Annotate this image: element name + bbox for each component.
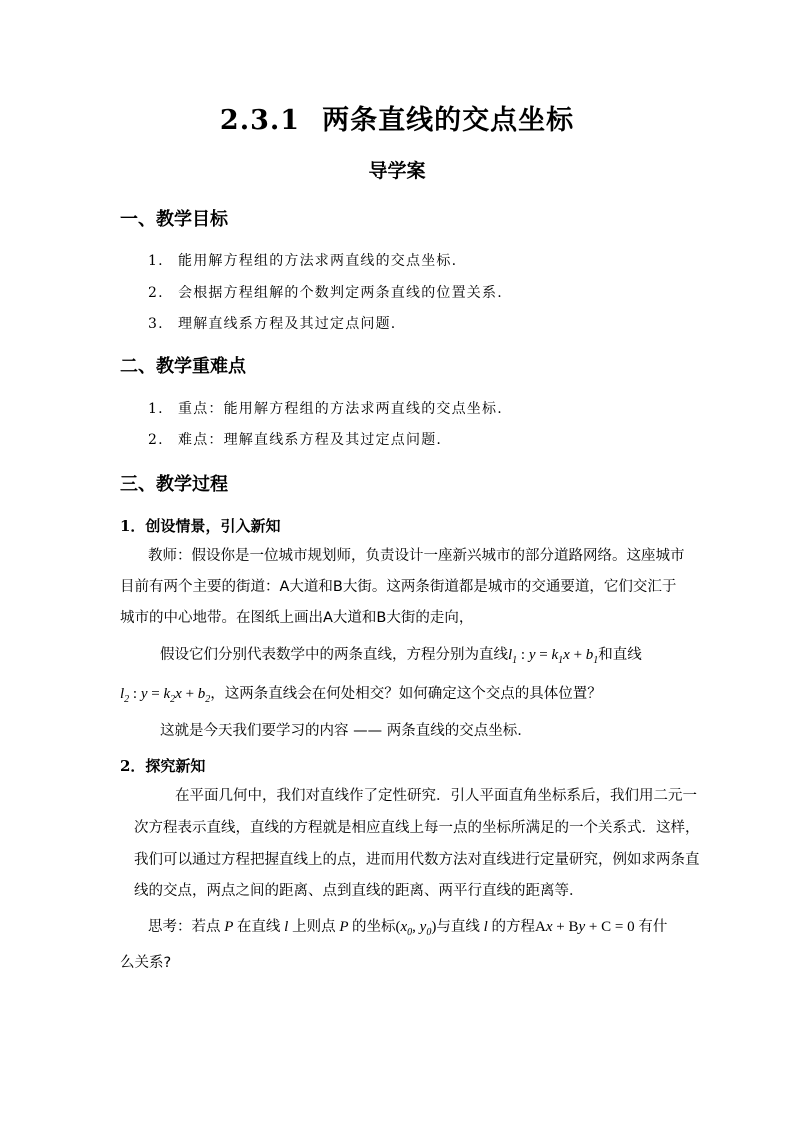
- paragraph-line: 教师：假设你是一位城市规划师，负责设计一座新兴城市的部分道路网络。这座城市: [148, 548, 685, 564]
- page-title: [0, 98, 794, 137]
- section-heading-goals: 一、教学目标: [120, 209, 228, 230]
- list-item: 3. 理解直线系方程及其过定点问题.: [148, 316, 397, 332]
- paragraph-line: 次方程表示直线，直线的方程就是相应直线上每一点的坐标所满足的一个关系式．这样，: [134, 820, 700, 836]
- paragraph-line: 这就是今天我们要学习的内容 —— 两条直线的交点坐标.: [160, 723, 522, 739]
- equation-l1: $l_1$ : $y = k_1x + b_1$: [508, 647, 599, 666]
- list-item: 2. 难点：理解直线系方程及其过定点问题.: [148, 432, 443, 448]
- section-heading-process: 三、教学过程: [120, 474, 228, 495]
- paragraph-line: 城市的中心地带。在图纸上画出A大道和B大街的走向，: [120, 610, 474, 626]
- step-heading-1: 1．创设情景，引入新知: [120, 517, 281, 535]
- equation-l2: $l_2$ : $y = k_2x + b_2$: [120, 686, 211, 705]
- list-item: 1. 重点：能用解方程组的方法求两直线的交点坐标.: [148, 401, 503, 417]
- page-subtitle: 导学案: [368, 160, 426, 182]
- paragraph-line: 我们可以通过方程把握直线上的点，进而用代数方法对直线进行定量研究，例如求两条直: [134, 852, 700, 868]
- title-text: 两条直线的交点坐标: [322, 105, 575, 136]
- paragraph-line: 思考：若点 P 在直线 l 上则点 P 的坐标($x_0$, $y_0$)与直线 l 的方程Ax + By + C = 0 有什: [148, 919, 668, 938]
- paragraph-line: 目前有两个主要的街道：A大道和B大街。这两条街道都是城市的交通要道，它们交汇于: [120, 579, 677, 595]
- list-item: 1. 能用解方程组的方法求两直线的交点坐标.: [148, 253, 458, 269]
- paragraph-line: 在平面几何中，我们对直线作了定性研究．引人平面直角坐标系后，我们用二元一: [175, 788, 697, 804]
- title-number: 2.3.1: [219, 105, 301, 136]
- section-heading-key: 二、教学重难点: [120, 356, 246, 377]
- list-item: 2. 会根据方程组解的个数判定两条直线的位置关系.: [148, 285, 503, 301]
- paragraph-line: 么关系?: [120, 955, 172, 971]
- line-equation: Ax + By + C = 0: [535, 919, 639, 935]
- coordinate-expression: ($x_0$, $y_0$): [395, 919, 437, 938]
- step-heading-2: 2．探究新知: [120, 757, 206, 775]
- paragraph-line: $l_2$ : $y = k_2x + b_2$，这两条直线会在何处相交？如何确定这个交点的具体位置？: [120, 686, 602, 705]
- paragraph-line: 线的交点，两点之间的距离、点到直线的距离、两平行直线的距离等．: [134, 883, 584, 899]
- paragraph-line: 假设它们分别代表数学中的两条直线，方程分别为直线$l_1$ : $y = k_1x + b_1$和直线: [160, 647, 642, 666]
